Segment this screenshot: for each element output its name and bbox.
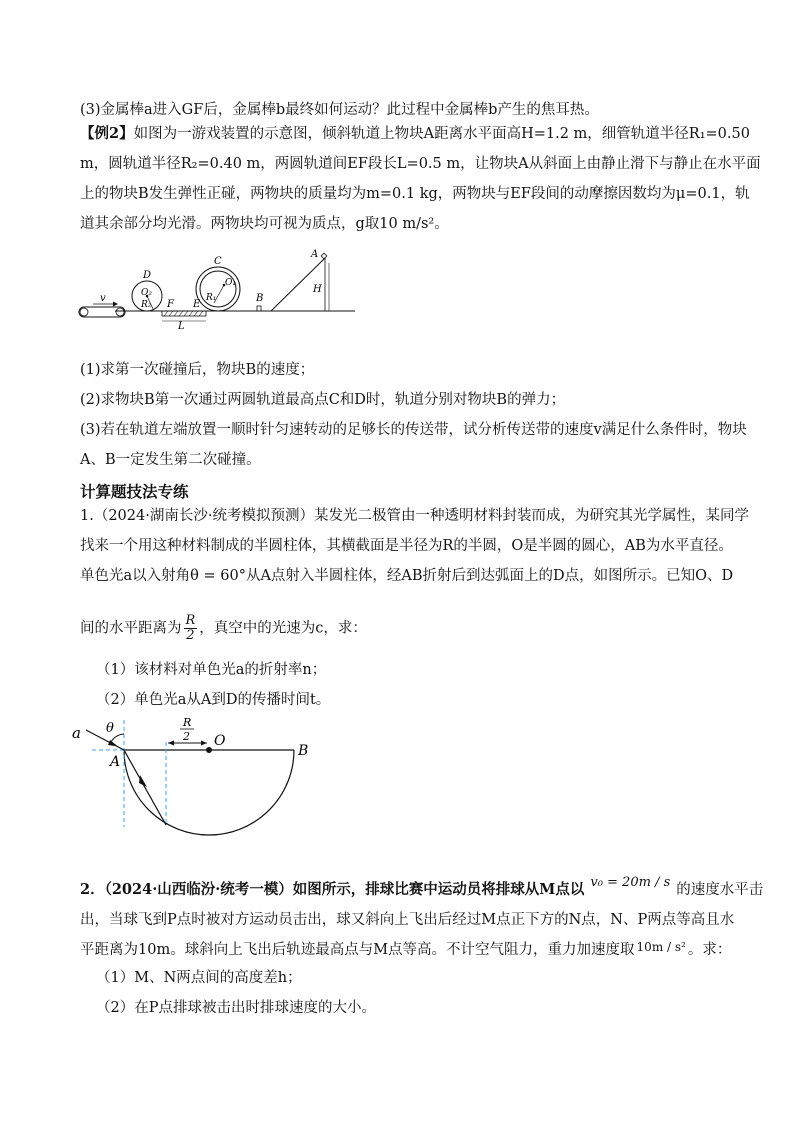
example2-question-3b: A、B一定发生第二次碰撞。 (80, 452, 261, 468)
label-E: E (193, 299, 201, 310)
problem1-question-2: （2）单色光a从A到D的传播时间t。 (96, 692, 331, 708)
refracted-ray (124, 750, 166, 825)
problem2-line3 (80, 940, 731, 960)
label-O2: O₂ (141, 288, 152, 298)
label-A: A (110, 754, 121, 770)
gravity-value: 10m / s² (636, 940, 686, 954)
game-device-figure (75, 245, 365, 330)
fraction-r-over-2 (184, 614, 198, 643)
label-a: a (72, 724, 81, 742)
label-B: B (298, 743, 309, 759)
example2-line3: 上的物块B发生弹性正碰，两物块的质量均为m=0.1 kg，两物块与EF段间的动摩擦因数均为μ=0.1，轨 (80, 186, 750, 202)
label-O1: O₁ (225, 278, 236, 288)
problem2-line1-tail: 的速度水平击 (676, 882, 764, 898)
label-v: v (100, 293, 106, 304)
example2-line2: m，圆轨道半径R₂=0.40 m，两圆轨道间EF段长L=0.5 m，让物块A从斜面上由静止滑下与静止在水平面 (80, 156, 761, 172)
example2-text-1: 如图为一游戏装置的示意图，倾斜轨道上物块A距离水平面高H=1.2 m，细管轨道半径R₁=0.50 (133, 126, 750, 142)
problem1-question-1: （1）该材料对单色光a的折射率n； (96, 662, 327, 678)
section-title: 计算题技法专练 (80, 483, 189, 501)
label-L: L (178, 321, 185, 330)
problem1-line4 (80, 614, 367, 643)
label-H: H (313, 284, 322, 295)
center-O (206, 747, 212, 753)
problem1-line4-text: 间的水平距离为 (80, 620, 182, 637)
problem1-line1: 1.（2024·湖南长沙·统考模拟预测）某发光二极管由一种透明材料封装而成，为研究其光学属性，某同学 (80, 508, 749, 524)
problem2-line2: 出，当球飞到P点时被对方运动员击出，球又斜向上飞出后经过M点正下方的N点，N、P两点等高且水 (80, 912, 735, 928)
fraction-numerator: R (185, 613, 196, 628)
block-A (321, 253, 327, 259)
problem2-line3-tail: 。求： (687, 942, 732, 958)
label-R2: R₂ (141, 300, 152, 310)
problem2-question-2: （2）在P点排球被击出时排球速度的大小。 (96, 1000, 376, 1016)
problem1-line3: 单色光a以入射角θ = 60°从A点射入半圆柱体，经AB折射后到达弧面上的D点，如图所示。已知O、D (80, 568, 734, 584)
label-R: R (183, 716, 192, 729)
label-D: D (143, 270, 152, 281)
label-C: C (214, 256, 222, 267)
label-B: B (256, 293, 264, 304)
example2-question-3a: (3)若在轨道左端放置一顺时针匀速转动的足够长的传送带，试分析传送带的速度v满足什么条件时，物块 (80, 422, 747, 438)
semicircle-refraction-figure (70, 712, 320, 852)
problem2-line1-text: 2．（2024·山西临汾·统考一模）如图所示，排球比赛中运动员将排球从M点以 (80, 881, 585, 898)
semicircle-arc (124, 750, 294, 835)
example2-line1 (80, 124, 750, 144)
example2-question-1: (1)求第一次碰撞后，物块B的速度； (80, 362, 315, 378)
label-O: O (214, 733, 226, 749)
problem1-line4-tail: ，真空中的光速为c，求： (199, 620, 367, 637)
block-B (257, 306, 261, 311)
problem2-line3-text: 平距离为10m。球斜向上飞出后轨迹最高点与M点等高。不计空气阻力，重力加速度取 (80, 942, 635, 958)
tube-track-r1 (196, 267, 240, 311)
problem2-line1 (80, 875, 764, 901)
label-F: F (167, 299, 174, 310)
prev-question-3: (3)金属棒a进入GF后，金属棒b最终如何运动？此过程中金属棒b产生的焦耳热。 (80, 102, 599, 118)
initial-velocity: v₀ = 20m / s (590, 875, 671, 890)
incident-ray (86, 730, 124, 750)
fraction-denominator: 2 (186, 628, 195, 643)
label-2: 2 (183, 730, 190, 743)
label-theta: θ (106, 721, 114, 736)
label-R1: R₁ (206, 293, 217, 303)
example2-question-2: (2)求物块B第一次通过两圆轨道最高点C和D时，轨道分别对物块B的弹力； (80, 392, 566, 408)
example2-line4: 道其余部分均光滑。两物块均可视为质点，g取10 m/s²。 (80, 216, 449, 232)
example2-label: 【例2】 (80, 125, 134, 142)
problem1-line2: 找来一个用这种材料制成的半圆柱体，其横截面是半径为R的半圆，O是半圆的圆心，AB为水平直径。 (80, 538, 733, 554)
problem2-question-1: （1）M、N两点间的高度差h； (96, 970, 302, 986)
label-A: A (311, 249, 319, 260)
